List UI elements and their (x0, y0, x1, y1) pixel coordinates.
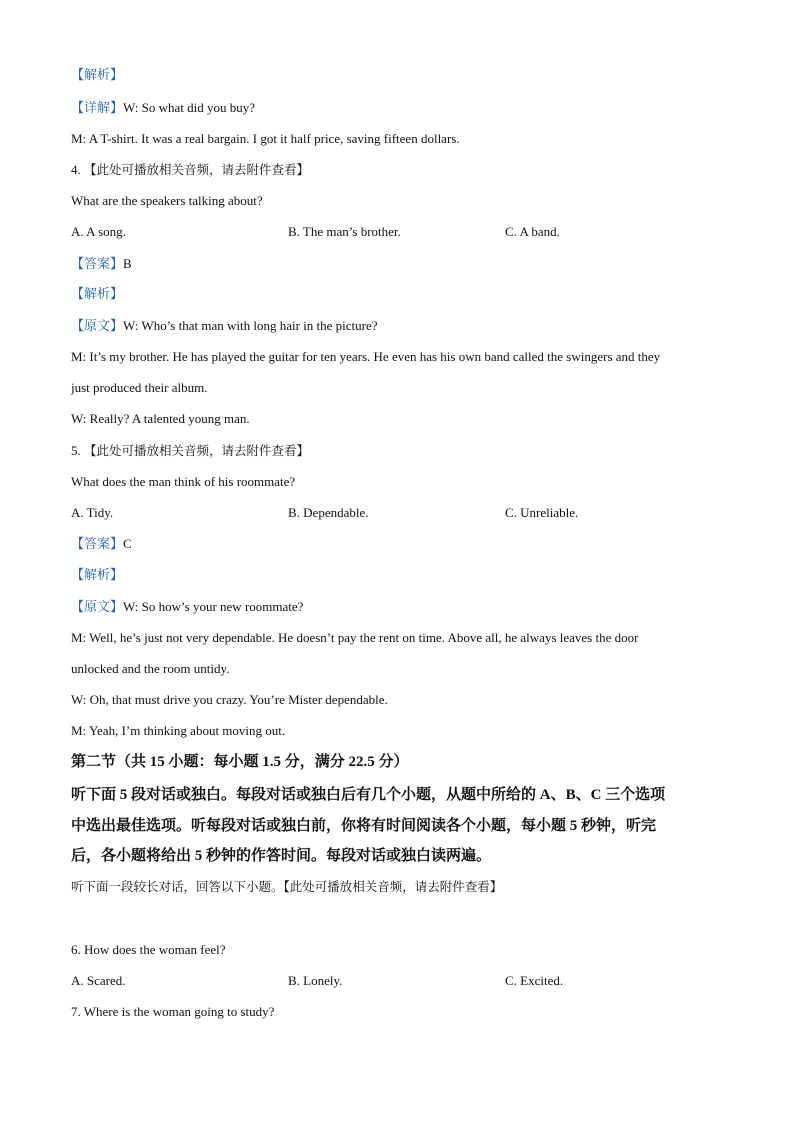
detail-text: W: So what did you buy? (123, 100, 256, 115)
transcript-tag: 【原文】 (71, 600, 124, 615)
question-5-answer (71, 536, 132, 553)
transcript-tag: 【原文】 (71, 319, 124, 334)
dialogue-line: M: Yeah, I’m thinking about moving out. (71, 723, 286, 738)
question-5-stem: What does the man think of his roommate? (71, 474, 296, 489)
answer-tag: 【答案】 (71, 257, 124, 272)
question-6-option-b: B. Lonely. (288, 973, 343, 988)
question-7-stem: 7. Where is the woman going to study? (71, 1004, 275, 1019)
dialogue-line: M: A T-shirt. It was a real bargain. I got it half price, saving fifteen dollars. (71, 131, 460, 146)
question-5-option-c: C. Unreliable. (505, 505, 579, 520)
question-4-answer (71, 256, 132, 273)
answer-tag: 【答案】 (71, 537, 124, 552)
question-5-option-a: A. Tidy. (71, 505, 114, 520)
question-4-option-a: A. A song. (71, 224, 126, 239)
question-4-number: 4. (71, 162, 81, 177)
question-4-option-c: C. A band. (505, 224, 560, 239)
answer-value: C (123, 536, 132, 551)
transcript-text: W: Who’s that man with long hair in the picture? (123, 318, 378, 333)
section-2-instructions: 听下面 5 段对话或独白。每段对话或独白后有几个小题，从题中所给的 A、B、C 三个选项 (71, 787, 666, 803)
question-4-stem: What are the speakers talking about? (71, 193, 263, 208)
question-4-option-b: B. The man’s brother. (288, 224, 401, 239)
section-2-intro: 听下面一段较长对话，回答以下小题。【此处可播放相关音频，请去附件查看】 (71, 879, 503, 894)
transcript-line (71, 599, 303, 616)
audio-note: 【此处可播放相关音频，请去附件查看】 (84, 162, 310, 177)
dialogue-line: W: Oh, that must drive you crazy. You’re Mister dependable. (71, 692, 388, 707)
analysis-tag: 【解析】 (71, 287, 124, 302)
audio-note: 【此处可播放相关音频，请去附件查看】 (84, 443, 310, 458)
analysis-tag: 【解析】 (71, 568, 124, 583)
section-2-title: 第二节（共 15 小题：每小题 1.5 分，满分 22.5 分） (71, 754, 409, 770)
question-6-option-c: C. Excited. (505, 973, 564, 988)
dialogue-line: unlocked and the room untidy. (71, 661, 230, 676)
transcript-line (71, 318, 378, 335)
question-5-number: 5. (71, 443, 81, 458)
question-5-option-b: B. Dependable. (288, 505, 369, 520)
question-6-stem: 6. How does the woman feel? (71, 942, 226, 957)
transcript-text: W: So how’s your new roommate? (123, 599, 304, 614)
answer-value: B (123, 256, 132, 271)
question-4-header (71, 162, 309, 178)
detail-tag: 【详解】 (71, 101, 124, 116)
detail-line (71, 100, 255, 117)
dialogue-line: M: Well, he’s just not very dependable. He doesn’t pay the rent on time. Above all, he always leaves the door (71, 630, 639, 645)
analysis-tag: 【解析】 (71, 68, 124, 83)
dialogue-line: W: Really? A talented young man. (71, 411, 250, 426)
section-2-instructions: 后，各小题将给出 5 秒钟的作答时间。每段对话或独白读两遍。 (71, 848, 492, 864)
dialogue-line: M: It’s my brother. He has played the guitar for ten years. He even has his own band called the swingers and they (71, 349, 661, 364)
question-6-option-a: A. Scared. (71, 973, 126, 988)
question-5-header (71, 443, 309, 459)
dialogue-line: just produced their album. (71, 380, 208, 395)
section-2-instructions: 中选出最佳选项。听每段对话或独白前，你将有时间阅读各个小题，每小题 5 秒钟，听完 (71, 818, 657, 834)
